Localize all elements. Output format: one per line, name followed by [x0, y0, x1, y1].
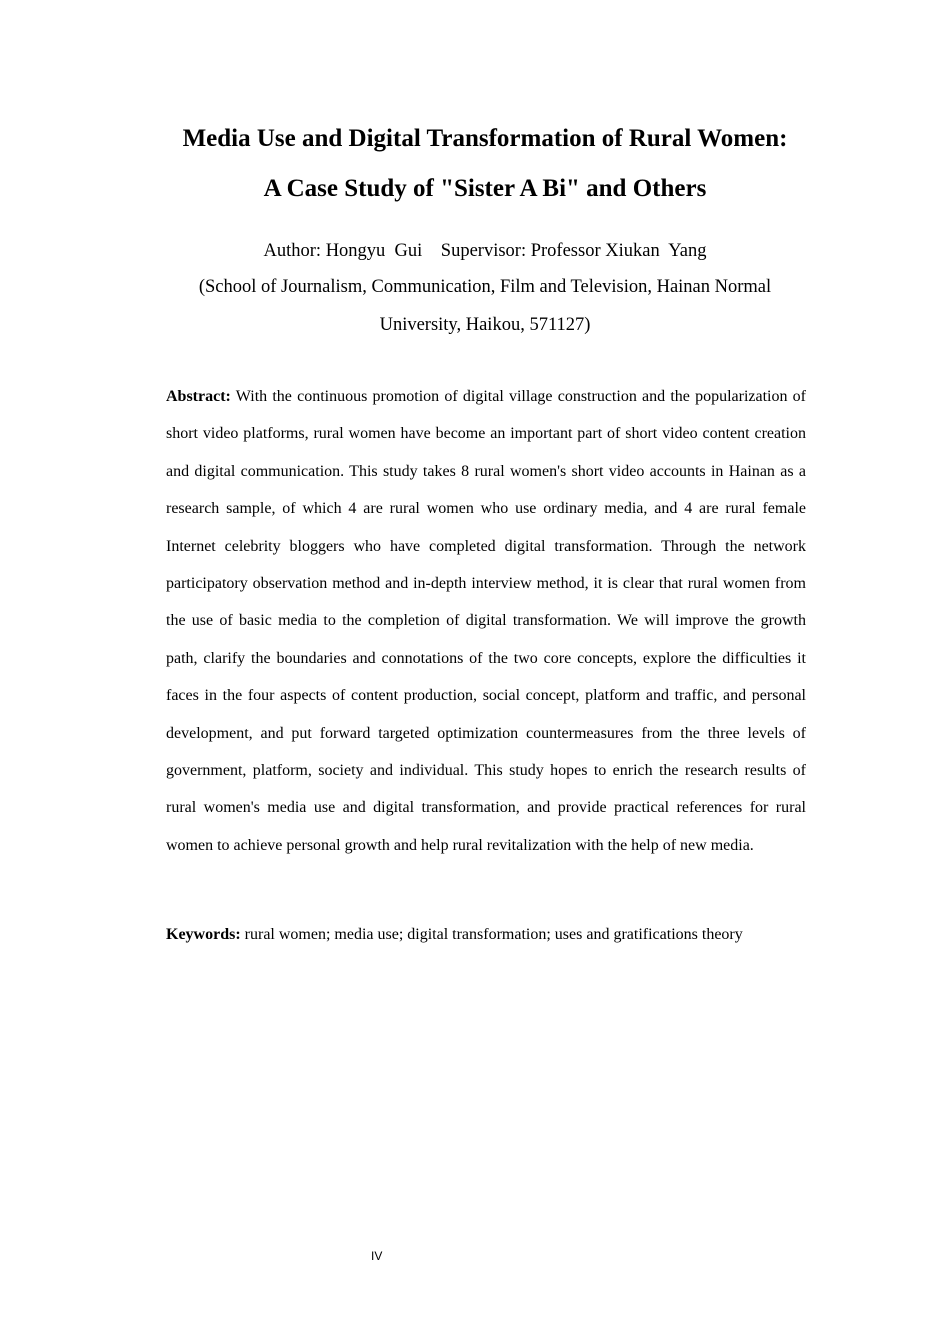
- paper-title-line-1: Media Use and Digital Transformation of Rural Women:: [182, 125, 788, 152]
- keywords-label: Keywords:: [166, 926, 241, 943]
- abstract-text: With the continuous promotion of digital village construction and the popularization of short video platforms, rural women have become an important part of short video content creation and digital communication. This study takes 8 rural women's short video accounts in Hainan as a research sample, of which 4 are rural women who use ordinary media, and 4 are rural female Internet celebrity bloggers who have completed digital transformation. Through the network participatory observation method and in-depth interview method, it is clear that rural women from the use of basic media to the completion of digital transformation. We will improve the growth path, clarify the boundaries and connotations of the two core concepts, explore the difficulties it faces in the four aspects of content production, social concept, platform and traffic, and personal development, and put forward targeted optimization countermeasures from the three levels of government, platform, society and individual. This study hopes to enrich the research results of rural women's media use and digital transformation, and provide practical references for rural women to achieve personal growth and help rural revitalization with the help of new media.: [166, 388, 807, 854]
- page-number: IV: [371, 1249, 383, 1263]
- author-line: Author: Hongyu Gui Supervisor: Professor Xiukan Yang: [263, 241, 707, 261]
- affiliation-line-1: (School of Journalism, Communication, Film and Television, Hainan Normal: [198, 277, 772, 297]
- affiliation-line-2: University, Haikou, 571127): [379, 315, 591, 335]
- abstract-label: Abstract:: [166, 388, 231, 405]
- keywords-paragraph: [166, 916, 806, 953]
- keywords-text: rural women; media use; digital transformation; uses and gratifications theory: [244, 926, 743, 943]
- paper-title-line-2: A Case Study of "Sister A Bi" and Others: [263, 175, 707, 202]
- abstract-paragraph: [166, 378, 806, 864]
